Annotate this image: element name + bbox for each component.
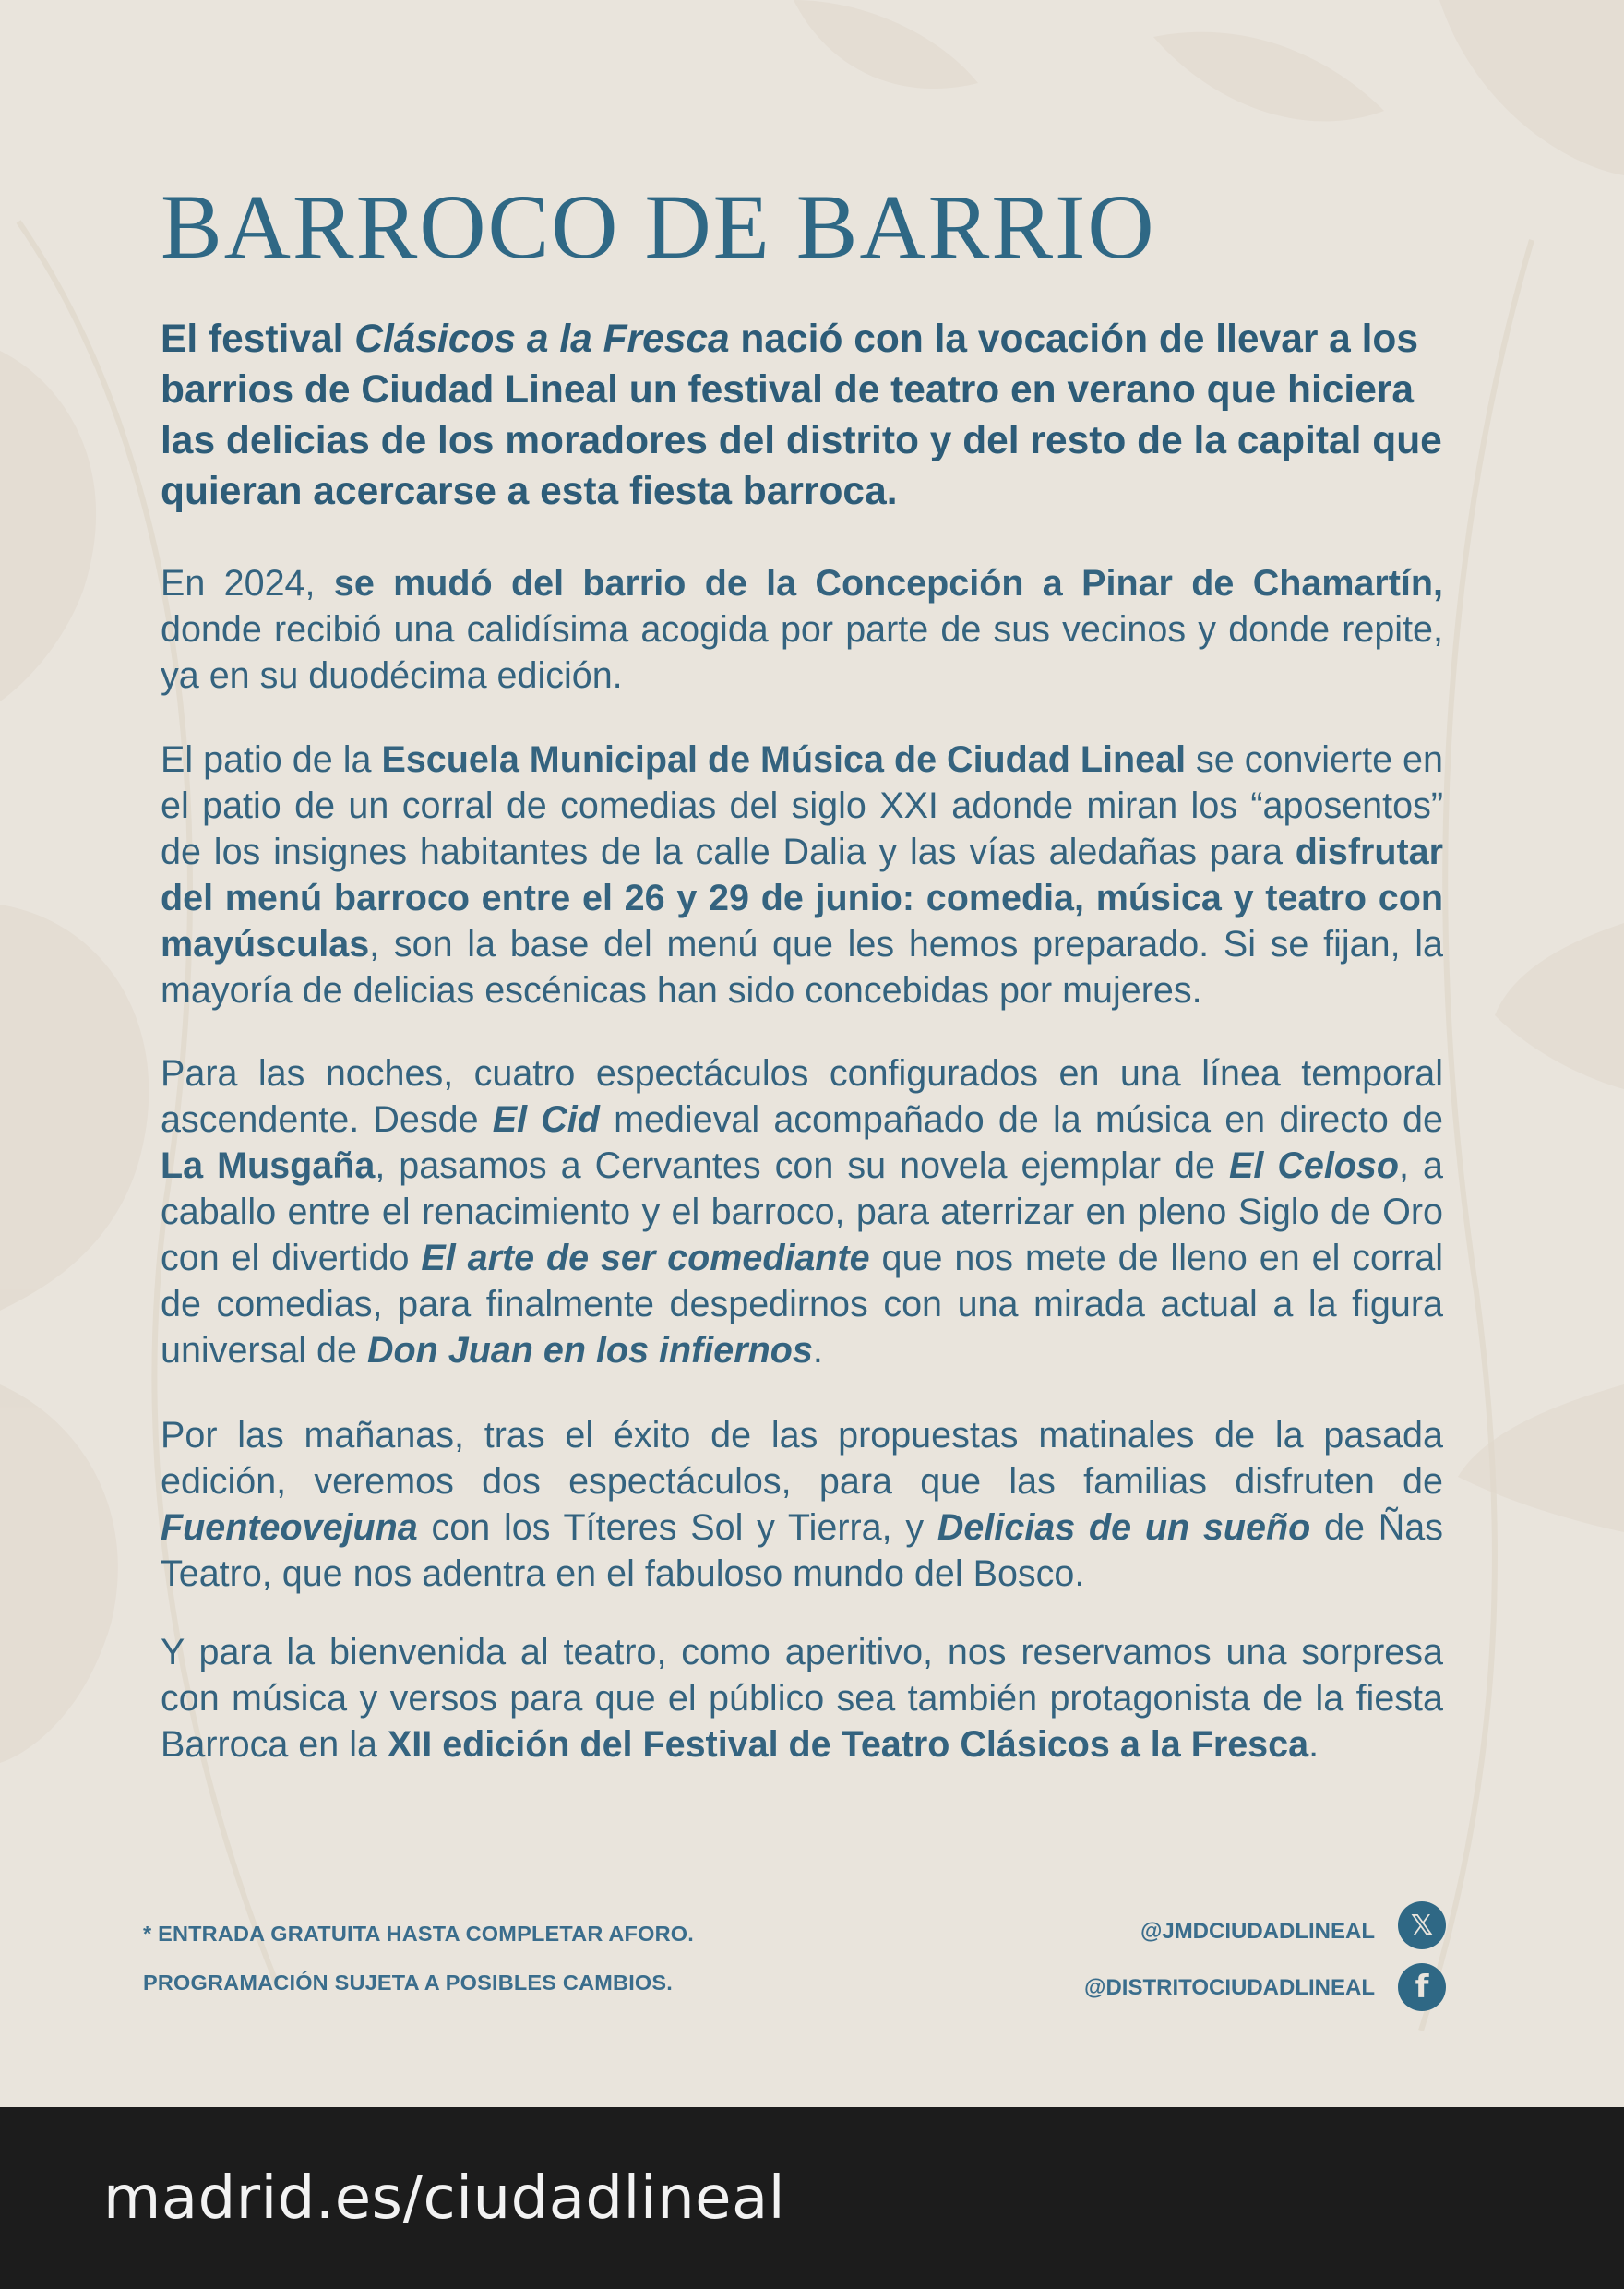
paragraph-text: se convierte en el patio de un corral de comedias del siglo XXI adonde miran los “aposentos” de los insignes habitantes de la calle Dalia y las vías aledañas para	[161, 739, 1443, 872]
paragraph-text: de Ñas Teatro, que nos adentra en el fabuloso mundo del Bosco.	[161, 1507, 1443, 1594]
paragraph-venue-move	[161, 560, 1443, 699]
paragraph-text: medieval acompañado de la música en directo de	[599, 1099, 1443, 1140]
paragraph-welcome	[161, 1629, 1443, 1768]
show-title-arte-comediante: El arte de ser comediante	[421, 1238, 870, 1278]
show-title-el-celoso: El Celoso	[1228, 1145, 1400, 1186]
schedule-changes-note: PROGRAMACIÓN SUJETA A POSIBLES CAMBIOS.	[143, 1971, 674, 1995]
intro-text: nació con la vocación de llevar a los barrios de Ciudad Lineal un festival de teatro en verano que hiciera las delicias de los moradores del distrito y del resto de la capital que quieran acercarse a esta fiesta barroca.	[161, 318, 1442, 513]
show-title-el-cid: El Cid	[492, 1099, 600, 1140]
facebook-icon[interactable]: f	[1398, 1963, 1446, 2011]
facebook-handle-link[interactable]: @DISTRITOCIUDADLINEAL	[1084, 1975, 1375, 2000]
paragraph-text: con los Títeres Sol y Tierra, y	[417, 1507, 937, 1548]
paragraph-text: .	[1308, 1724, 1320, 1765]
free-entry-note: * ENTRADA GRATUITA HASTA COMPLETAR AFORO.	[143, 1922, 694, 1946]
school-name: Escuela Municipal de Música de Ciudad Lineal	[381, 739, 1187, 780]
paragraph-highlight: se mudó del barrio de la Concepción a Pinar de Chamartín,	[333, 563, 1444, 604]
paragraph-text: Para las noches, cuatro espectáculos configurados en una línea temporal ascendente. Desde	[161, 1053, 1443, 1140]
show-title-don-juan: Don Juan en los infiernos	[366, 1330, 813, 1371]
paragraph-text: El patio de la	[161, 739, 382, 780]
paragraph-text: Por las mañanas, tras el éxito de las propuestas matinales de la pasada edición, veremos dos espectáculos, para que las familias disfruten de	[161, 1415, 1443, 1502]
website-url-link[interactable]: madrid.es/ciudadlineal	[103, 2164, 786, 2233]
paragraph-text: , pasamos a Cervantes con su novela ejemplar de	[375, 1145, 1229, 1186]
paragraph-school-patio	[161, 737, 1443, 1013]
intro-text: El festival	[161, 318, 355, 361]
paragraph-text: .	[812, 1330, 823, 1371]
edition-highlight: XII edición del Festival de Teatro Clásicos a la Fresca	[387, 1724, 1309, 1765]
dates-highlight: disfrutar del menú barroco entre el 26 y 29 de junio: comedia, música y teatro con mayúsculas	[161, 832, 1443, 965]
paragraph-text: En 2024,	[161, 563, 334, 604]
footer-bar	[0, 2107, 1624, 2289]
paragraph-night-shows	[161, 1050, 1443, 1373]
band-name: La Musgaña	[161, 1145, 376, 1186]
intro-paragraph	[161, 314, 1443, 517]
paragraph-text: donde recibió una calidísima acogida por parte de sus vecinos y donde repite, ya en su duodécima edición.	[161, 609, 1443, 696]
paragraph-text: , son la base del menú que les hemos preparado. Si se fijan, la mayoría de delicias escénicas han sido concebidas por mujeres.	[161, 924, 1443, 1011]
festival-name: Clásicos a la Fresca	[354, 318, 730, 361]
page-title: BARROCO DE BARRIO	[161, 175, 1156, 278]
paragraph-text: , a caballo entre el renacimiento y el barroco, para aterrizar en pleno Siglo de Oro con el divertido	[161, 1145, 1443, 1278]
x-handle-link[interactable]: @JMDCIUDADLINEAL	[1140, 1919, 1375, 1944]
paragraph-text: Y para la bienvenida al teatro, como aperitivo, nos reservamos una sorpresa con música y versos para que el público sea también protagonista de la fiesta Barroca en la	[161, 1632, 1443, 1765]
x-icon[interactable]: 𝕏	[1398, 1901, 1446, 1949]
paragraph-morning-shows	[161, 1412, 1443, 1597]
paragraph-text: que nos mete de lleno en el corral de comedias, para finalmente despedirnos con una mirada actual a la figura universal de	[161, 1238, 1444, 1371]
show-title-fuenteovejuna: Fuenteovejuna	[161, 1507, 418, 1548]
show-title-delicias: Delicias de un sueño	[937, 1507, 1311, 1548]
